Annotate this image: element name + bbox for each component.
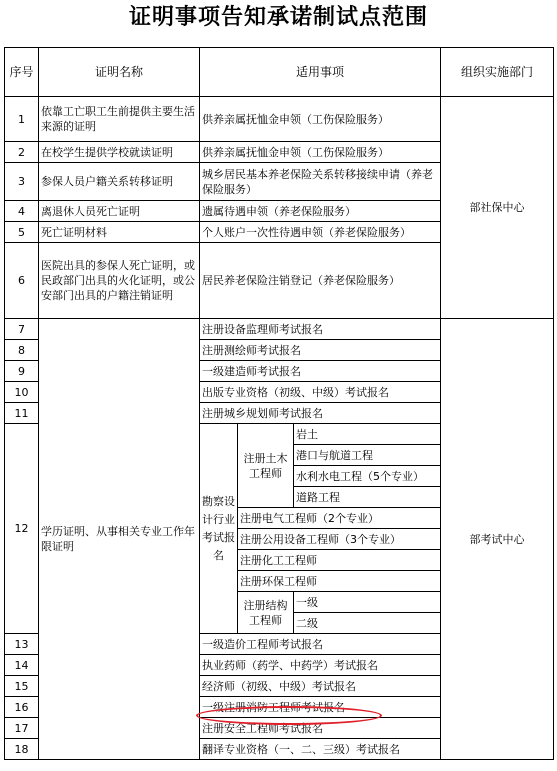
row-scope: 供养亲属抚恤金申领（工伤保险服务） xyxy=(200,97,441,142)
row-name: 离退休人员死亡证明 xyxy=(39,201,200,222)
electrical-engineer: 注册电气工程师（2个专业） xyxy=(238,508,441,529)
row-seq: 3 xyxy=(5,163,39,201)
header-seq: 序号 xyxy=(5,48,39,97)
row-seq: 1 xyxy=(5,97,39,142)
header-name: 证明名称 xyxy=(39,48,200,97)
survey-design-label: 勘察设计行业考试报名 xyxy=(200,424,238,634)
table-row xyxy=(5,319,554,340)
row-scope: 出版专业资格（初级、中级）考试报名 xyxy=(200,382,441,403)
row-name: 在校学生提供学校就读证明 xyxy=(39,142,200,163)
row-seq: 12 xyxy=(5,424,39,634)
row-seq: 8 xyxy=(5,340,39,361)
structural-item: 二级 xyxy=(294,613,441,634)
row-name: 医院出具的参保人死亡证明，或民政部门出具的火化证明，或公安部门出具的户籍注销证明 xyxy=(39,243,200,319)
utility-engineer: 注册公用设备工程师（3个专业） xyxy=(238,529,441,550)
page-title: 证明事项告知承诺制试点范围 xyxy=(128,4,428,30)
row-seq: 9 xyxy=(5,361,39,382)
row-seq: 2 xyxy=(5,142,39,163)
dept-exam-center: 部考试中心 xyxy=(441,319,554,760)
structural-engineer-label: 注册结构工程师 xyxy=(238,592,294,634)
civil-engineer-label: 注册土木工程师 xyxy=(238,424,294,508)
row-seq: 15 xyxy=(5,676,39,697)
row-seq: 18 xyxy=(5,739,39,760)
civil-item: 港口与航道工程 xyxy=(294,445,441,466)
header-scope: 适用事项 xyxy=(200,48,441,97)
row-scope: 个人账户一次性待遇申领（养老保险服务） xyxy=(200,222,441,243)
row-scope: 注册测绘师考试报名 xyxy=(200,340,441,361)
row-scope-highlighted: 一级注册消防工程师考试报名 xyxy=(200,697,441,718)
row-seq: 14 xyxy=(5,655,39,676)
exam-proof-name: 学历证明、从事相关专业工作年限证明 xyxy=(39,319,200,760)
table-row xyxy=(5,97,554,142)
row-scope: 供养亲属抚恤金申领（工伤保险服务） xyxy=(200,142,441,163)
row-scope: 一级建造师考试报名 xyxy=(200,361,441,382)
scope-table xyxy=(4,47,554,760)
row-seq: 6 xyxy=(5,243,39,319)
row-scope: 注册城乡规划师考试报名 xyxy=(200,403,441,424)
table-header-row xyxy=(5,48,554,97)
row-scope: 翻译专业资格（一、二、三级）考试报名 xyxy=(200,739,441,760)
dept-social-security: 部社保中心 xyxy=(441,97,554,319)
row-scope: 注册设备监理师考试报名 xyxy=(200,319,441,340)
environmental-engineer: 注册环保工程师 xyxy=(238,571,441,592)
row-seq: 13 xyxy=(5,634,39,655)
row-scope: 遗属待遇申领（养老保险服务） xyxy=(200,201,441,222)
civil-item: 水利水电工程（5个专业） xyxy=(294,466,441,487)
civil-item: 岩土 xyxy=(294,424,441,445)
row-scope: 居民养老保险注销登记（养老保险服务） xyxy=(200,243,441,319)
row-scope: 执业药师（药学、中药学）考试报名 xyxy=(200,655,441,676)
row-scope: 注册安全工程师考试报名 xyxy=(200,718,441,739)
row-seq: 16 xyxy=(5,697,39,718)
row-scope: 城乡居民基本养老保险关系转移接续申请（养老保险服务） xyxy=(200,163,441,201)
row-scope: 一级造价工程师考试报名 xyxy=(200,634,441,655)
row-seq: 4 xyxy=(5,201,39,222)
chemical-engineer: 注册化工工程师 xyxy=(238,550,441,571)
header-dept: 组织实施部门 xyxy=(441,48,554,97)
row-seq: 7 xyxy=(5,319,39,340)
civil-item: 道路工程 xyxy=(294,487,441,508)
row-name: 参保人员户籍关系转移证明 xyxy=(39,163,200,201)
structural-item: 一级 xyxy=(294,592,441,613)
row-seq: 17 xyxy=(5,718,39,739)
row-seq: 10 xyxy=(5,382,39,403)
row-scope: 经济师（初级、中级）考试报名 xyxy=(200,676,441,697)
row-name: 依靠工亡职工生前提供主要生活来源的证明 xyxy=(39,97,200,142)
row-seq: 5 xyxy=(5,222,39,243)
row-name: 死亡证明材料 xyxy=(39,222,200,243)
row-seq: 11 xyxy=(5,403,39,424)
